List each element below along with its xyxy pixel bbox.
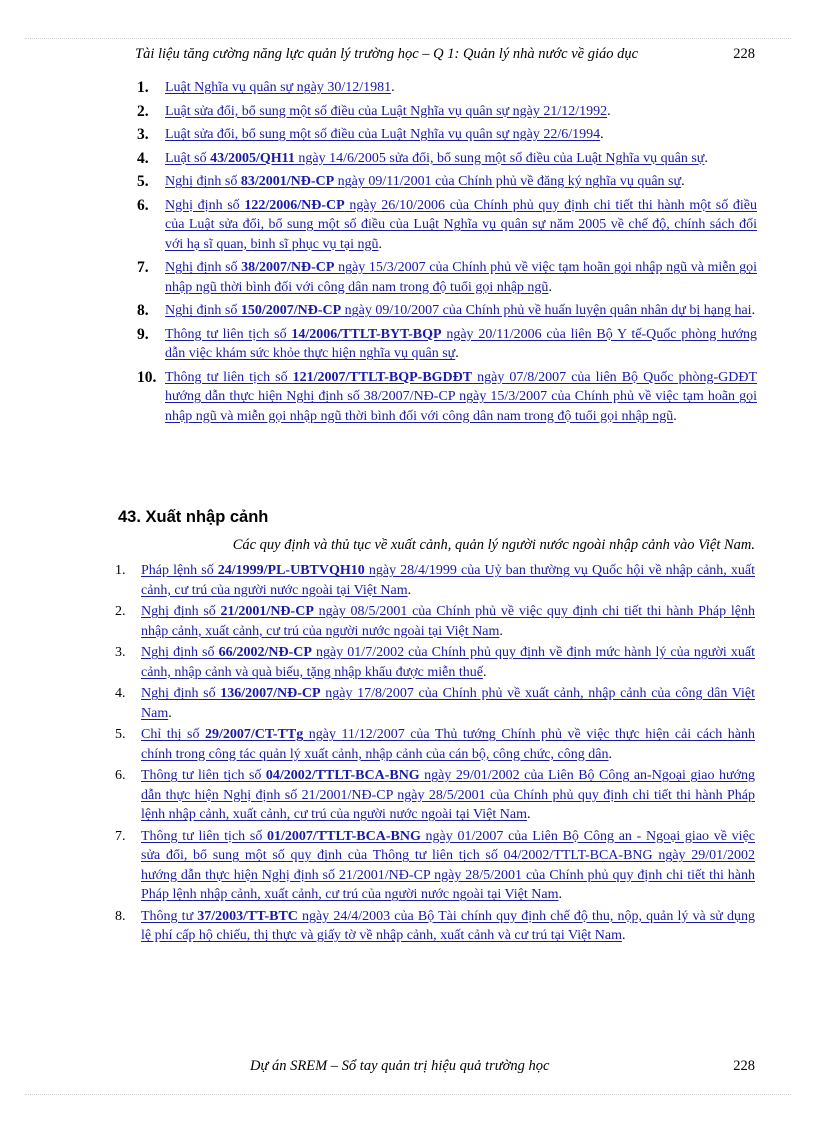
document-link[interactable]	[165, 127, 600, 142]
item-period: .	[526, 807, 531, 822]
list-item-number: 2.	[115, 604, 126, 619]
list-item-number: 6.	[115, 768, 126, 783]
list-item	[115, 827, 755, 905]
document-link[interactable]	[141, 727, 755, 762]
section-heading: 43. Xuất nhập cảnh	[118, 508, 269, 526]
list-item-number: 7.	[115, 828, 126, 844]
list-item-number: 8.	[115, 908, 126, 924]
item-period: .	[391, 80, 395, 95]
list-item	[137, 172, 757, 192]
item-period: .	[600, 127, 604, 142]
document-link-prefix: Thông tư liên tịch số	[141, 768, 266, 783]
header-rule	[25, 38, 791, 39]
list-item	[115, 561, 755, 600]
list-item	[115, 684, 755, 723]
military-service-document-list	[137, 78, 757, 430]
list-item	[137, 149, 757, 169]
document-number: 24/1999/PL-UBTVQH10	[217, 563, 365, 578]
document-number: 136/2007/NĐ-CP	[220, 686, 321, 701]
list-item-number: 5.	[115, 727, 126, 742]
document-link-description: ngày 17/8/2007 của Chính phủ về xuất cảnh, nhập cảnh của công dân Việt Nam	[141, 686, 755, 721]
document-link[interactable]	[141, 829, 755, 903]
section-subtitle: Các quy định và thủ tục về xuất cảnh, quản lý người nước ngoài nhập cảnh vào Việt Nam.	[232, 537, 755, 553]
page-header	[135, 46, 755, 63]
list-item	[137, 78, 757, 98]
list-item-text	[165, 78, 757, 98]
list-item	[115, 907, 755, 946]
list-item-number: 4.	[137, 149, 149, 167]
list-item	[115, 725, 755, 764]
item-period: .	[704, 150, 708, 166]
list-item	[115, 766, 755, 825]
document-number: 14/2006/TTLT-BYT-BQP	[291, 326, 442, 342]
document-link[interactable]	[141, 645, 755, 680]
list-item	[115, 602, 755, 641]
list-item-text	[165, 196, 757, 255]
document-link-prefix: Nghị định số	[165, 303, 241, 318]
footer-page-number: 228	[733, 1058, 755, 1074]
list-item-text	[141, 684, 755, 723]
document-number: 122/2006/NĐ-CP	[244, 197, 345, 213]
header-page-number: 228	[733, 46, 755, 62]
list-item-number: 9.	[137, 325, 149, 343]
document-link[interactable]	[141, 768, 755, 822]
item-period: .	[455, 346, 459, 361]
document-link-prefix: Chỉ thị số	[141, 727, 205, 742]
document-link-description: ngày 26/10/2006 của Chính phủ quy định chi tiết thi hành một số điều của Luật sửa đổi, bổ sung một số điều của Luật Nghĩa vụ quân sự năm 2005 về chế độ, chính sách đối với hạ sĩ quan, binh sĩ phục vụ tại ngũ	[165, 197, 757, 252]
document-link[interactable]	[141, 686, 755, 721]
document-link-description: ngày 24/4/2003 của Bộ Tài chính quy định chế độ thu, nộp, quản lý và sử dụng lệ phí cấp hộ chiếu, thị thực và giấy tờ về nhập cảnh, xuất cảnh và cư trú tại Việt Nam	[141, 908, 755, 943]
item-period: .	[681, 174, 685, 189]
list-item-number: 1.	[115, 563, 126, 578]
document-link-description: ngày 11/12/2007 của Thủ tướng Chính phủ về việc thực hiện cải cách hành chính trong công tác quản lý xuất cảnh, nhập cảnh của cán bộ, công chức, công dân	[141, 727, 755, 762]
list-item-text	[165, 301, 757, 321]
document-link-prefix: Thông tư liên tịch số	[165, 369, 293, 385]
item-period: .	[548, 279, 552, 295]
document-link-prefix: Thông tư liên tịch số	[141, 828, 268, 844]
list-item	[137, 368, 757, 427]
list-item-text	[165, 125, 757, 145]
list-item-text	[141, 907, 755, 946]
document-link-description: ngày 15/3/2007 của Chính phủ về việc tạm hoãn gọi nhập ngũ và miễn gọi nhập ngũ thời bình đối với công dân nam trong độ tuổi gọi nhập ngũ	[165, 260, 758, 295]
list-item-text	[141, 766, 755, 825]
document-link-description: ngày 01/7/2002 của Chính phủ quy định về định mức hành lý của người xuất cảnh, nhập cảnh và quà biếu, tặng nhập khẩu được miễn thuế	[141, 645, 755, 680]
document-link-description: ngày 07/8/2007 của liên Bộ Quốc phòng-GDĐT hướng dẫn thực hiện Nghị định số 38/2007/NĐ-CP ngày 15/3/2007 của Chính phủ về việc tạm hoãn gọi nhập ngũ và miễn gọi nhập ngũ thời bình đối với công dân nam trong độ tuổi gọi nhập ngũ	[165, 369, 757, 424]
list-item-number: 5.	[137, 173, 149, 190]
document-link[interactable]	[141, 563, 755, 598]
document-link-prefix: Luật số	[165, 150, 211, 166]
list-item	[137, 325, 757, 364]
document-link[interactable]	[165, 198, 757, 252]
document-link[interactable]	[141, 604, 755, 639]
document-link-prefix: Luật sửa đổi, bổ sung một số điều của Luật Nghĩa vụ quân sự ngày 21/12/1992	[165, 103, 608, 119]
item-period: .	[378, 236, 382, 252]
document-link-description: ngày 09/11/2001 của Chính phủ về đăng ký nghĩa vụ quân sự	[334, 174, 682, 189]
document-link-prefix: Nghị định số	[141, 686, 221, 701]
document-link[interactable]	[165, 174, 681, 189]
list-item-text	[165, 102, 757, 122]
list-item-number: 4.	[115, 686, 126, 701]
list-item-text	[165, 172, 757, 192]
document-number: 01/2007/TTLT-BCA-BNG	[267, 828, 421, 844]
item-period: .	[499, 623, 503, 639]
document-number: 43/2005/QH11	[210, 150, 295, 166]
document-link-description: ngày 20/11/2006 của liên Bộ Y tế-Quốc phòng hướng dẫn việc khám sức khỏe thực hiện nghĩa vụ quân sự	[165, 326, 757, 361]
header-title: Tài liệu tăng cường năng lực quản lý trường học – Q 1: Quản lý nhà nước về giáo dục	[135, 46, 639, 62]
list-item-number: 3.	[115, 645, 126, 660]
document-link[interactable]	[141, 909, 755, 944]
document-number: 21/2001/NĐ-CP	[220, 604, 314, 619]
document-link-description: ngày 01/2007 của Liên Bộ Công an - Ngoại giao về việc sửa đổi, bổ sung một số quy định của Thông tư liên tịch số 04/2002/TTLT-BCA-BNG ngày 29/01/2002 hướng dẫn thực hiện Nghị định số 21/2001/NĐ-CP ngày 28/5/2001 của Chính phủ quy định chi tiết thi hành Pháp lệnh nhập cảnh, xuất cảnh, cư trú của người nước ngoài tại Việt Nam	[141, 828, 755, 902]
document-link-prefix: Thông tư	[141, 908, 198, 924]
document-link-prefix: Pháp lệnh số	[141, 563, 218, 578]
document-link-description: ngày 09/10/2007 của Chính phủ về huấn luyện quân nhân dự bị hạng hai	[341, 303, 752, 318]
list-item-text	[165, 368, 757, 427]
item-period: .	[407, 582, 412, 598]
document-link[interactable]	[165, 260, 757, 295]
list-item-text	[141, 725, 755, 764]
list-item-number: 10.	[137, 368, 157, 386]
item-period: .	[482, 664, 487, 680]
document-link[interactable]	[165, 327, 757, 362]
document-link[interactable]	[165, 80, 391, 95]
list-item-text	[165, 149, 757, 169]
list-item-text	[141, 827, 755, 905]
document-link-prefix: Nghị định số	[141, 604, 221, 619]
item-period: .	[607, 103, 611, 119]
document-link-prefix: Nghị định số	[165, 260, 242, 275]
document-link-prefix: Thông tư liên tịch số	[165, 326, 292, 342]
document-link[interactable]	[165, 151, 704, 166]
document-link-description: ngày 29/01/2002 của Liên Bộ Công an-Ngoại giao hướng dẫn thực hiện Nghị định số 21/2001/NĐ-CP ngày 28/5/2001 của Chính phủ quy định chi tiết thi hành Pháp lệnh nhập cảnh, xuất cảnh, cư trú của người nước ngoài tại Việt Nam	[141, 768, 756, 822]
list-item-text	[165, 258, 757, 297]
document-link[interactable]	[165, 104, 607, 119]
immigration-document-list	[115, 561, 755, 948]
list-item-number: 2.	[137, 102, 149, 120]
document-link-prefix: Luật sửa đổi, bổ sung một số điều của Luật Nghĩa vụ quân sự ngày 22/6/1994	[165, 127, 601, 142]
document-number: 83/2001/NĐ-CP	[240, 174, 335, 189]
document-link[interactable]	[165, 370, 757, 424]
document-number: 38/2007/NĐ-CP	[241, 260, 335, 275]
footer-rule	[25, 1094, 791, 1095]
document-link-description: ngày 28/4/1999 của Uỷ ban thường vụ Quốc hội về nhập cảnh, xuất cảnh, cư trú của người nước ngoài tại Việt Nam	[141, 563, 755, 598]
item-period: .	[608, 746, 612, 762]
document-link-description: ngày 08/5/2001 của Chính phủ về việc quy định chi tiết thi hành Pháp lệnh nhập cảnh, xuất cảnh, cư trú của người nước ngoài tại Việt Nam	[141, 604, 756, 639]
document-link[interactable]	[165, 303, 752, 318]
list-item-text	[141, 643, 755, 682]
list-item-number: 8.	[137, 302, 149, 319]
item-period: .	[622, 928, 626, 943]
list-item	[137, 196, 757, 255]
item-period: .	[558, 887, 562, 902]
list-item	[137, 258, 757, 297]
document-link-prefix: Luật Nghĩa vụ quân sự ngày 30/12/1981	[165, 80, 392, 95]
list-item-text	[141, 561, 755, 600]
document-link-prefix: Nghị định số	[165, 197, 245, 213]
item-period: .	[168, 705, 172, 721]
list-item	[137, 301, 757, 321]
page-footer	[250, 1058, 755, 1075]
document-number: 150/2007/NĐ-CP	[240, 303, 342, 318]
document-link-description: ngày 14/6/2005 sửa đổi, bổ sung một số điều của Luật Nghĩa vụ quân sự	[294, 150, 705, 166]
list-item-number: 7.	[137, 259, 149, 276]
item-period: .	[751, 303, 756, 318]
document-number: 121/2007/TTLT-BQP-BGDĐT	[292, 369, 473, 385]
list-item	[137, 102, 757, 122]
list-item-number: 3.	[137, 126, 149, 143]
list-item-number: 1.	[137, 79, 149, 96]
list-item-text	[141, 602, 755, 641]
document-link-prefix: Nghị định số	[141, 645, 219, 660]
list-item	[115, 643, 755, 682]
item-period: .	[673, 408, 677, 424]
document-link-prefix: Nghị định số	[165, 174, 241, 189]
footer-title: Dự án SREM – Sổ tay quản trị hiệu quả trường học	[250, 1058, 550, 1074]
document-number: 29/2007/CT-TTg	[204, 727, 304, 742]
document-number: 66/2002/NĐ-CP	[218, 645, 312, 660]
document-number: 37/2003/TT-BTC	[197, 908, 298, 924]
list-item	[137, 125, 757, 145]
list-item-text	[165, 325, 757, 364]
list-item-number: 6.	[137, 196, 149, 214]
document-number: 04/2002/TTLT-BCA-BNG	[265, 768, 420, 783]
